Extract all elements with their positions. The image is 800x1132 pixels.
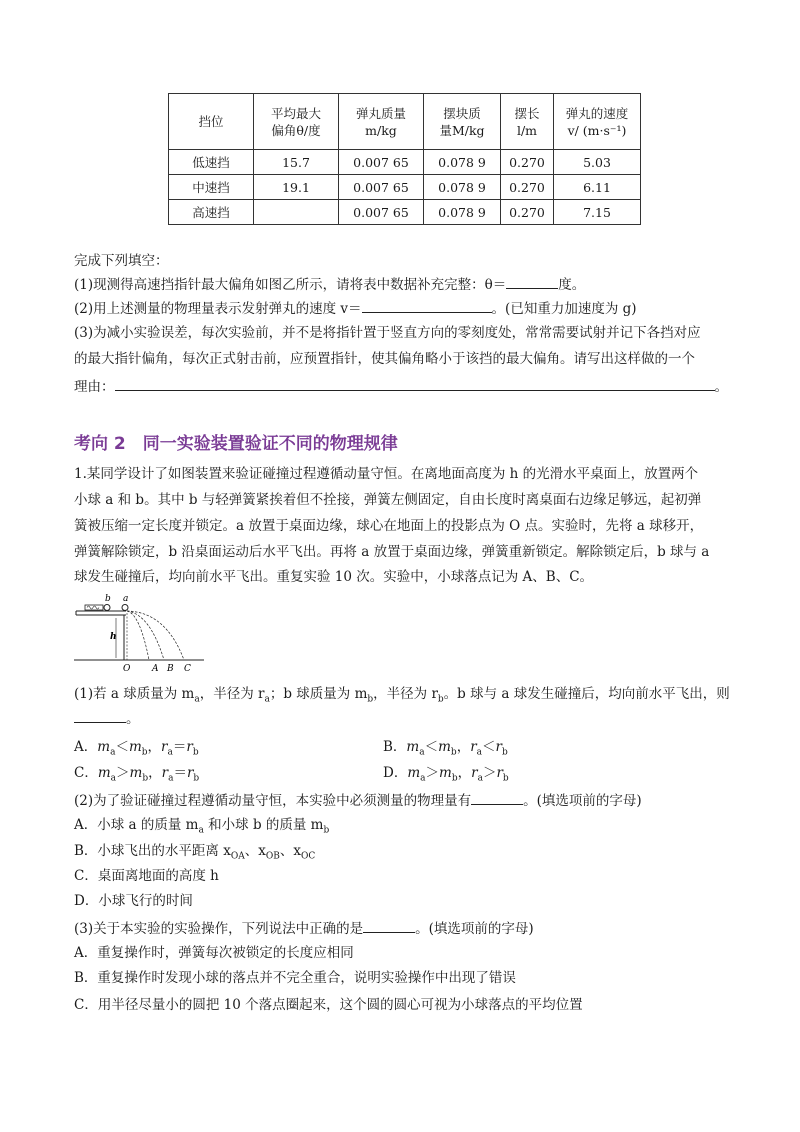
option-C[interactable]: C．$m_a>m_b$，$r_a=r_b$ xyxy=(74,765,200,784)
ball-b xyxy=(104,605,110,611)
spring xyxy=(85,605,103,610)
answer-blank[interactable] xyxy=(471,790,523,805)
cell: 0.270 xyxy=(501,200,554,225)
apparatus-diagram xyxy=(74,592,214,672)
label-h: h xyxy=(110,632,117,642)
option-2B[interactable]: B．小球飞出的水平距离 $x_{OA}$、$x_{OB}$、$x_{OC}$ xyxy=(74,843,316,862)
cell: 0.078 9 xyxy=(424,150,501,175)
cell: 6.11 xyxy=(554,175,641,200)
header-block-mass: 摆块质 量M/kg xyxy=(424,94,501,150)
section-heading: 考向 2 同一实验装置验证不同的物理规律 xyxy=(74,434,398,454)
trajectory-b xyxy=(127,611,164,660)
problem-text-line: 1.某同学设计了如图装置来验证碰撞过程遵循动量守恒。在离地面高度为 h 的光滑水平桌面上，放置两个 xyxy=(74,466,699,482)
answer-blank[interactable] xyxy=(115,376,715,391)
answer-blank[interactable] xyxy=(74,708,126,723)
sub-question-2: (2)为了验证碰撞过程遵循动量守恒，本实验中必须测量的物理量有 。(填选项前的字母) xyxy=(74,790,642,811)
cell: 中速挡 xyxy=(169,175,254,200)
option-2D[interactable]: D．小球飞行的时间 xyxy=(74,893,193,909)
cell: 19.1 xyxy=(254,175,339,200)
label-O: O xyxy=(123,664,131,672)
option-3A[interactable]: A．重复操作时，弹簧每次被锁定的长度应相同 xyxy=(74,945,354,961)
label-C: C xyxy=(184,664,191,672)
header-length: 摆长 l/m xyxy=(501,94,554,150)
header-angle: 平均最大 偏角θ/度 xyxy=(254,94,339,150)
option-B[interactable]: B．$m_a<m_b$，$r_a<r_b$ xyxy=(383,739,508,758)
table-row xyxy=(169,200,641,225)
cell-blank xyxy=(254,200,339,225)
sub-question-1: (1)若 a 球质量为 $m_a$，半径为 $r_a$；b 球质量为 $m_b$，半径为 $r_b$。b 球与 a 球发生碰撞后，均向前水平飞出，则 xyxy=(74,686,730,705)
label-A: A xyxy=(152,664,159,672)
label-a: a xyxy=(123,594,129,604)
answer-blank[interactable] xyxy=(506,274,558,289)
question-3-line1: (3)为减小实验误差，每次实验前，并不是将指针置于竖直方向的零刻度处，常常需要试射并记下各挡对应 xyxy=(74,325,701,341)
sub-question-1-answer: 。 xyxy=(74,708,140,729)
cell: 0.078 9 xyxy=(424,175,501,200)
question-1-theta: (1)现测得高速挡指针最大偏角如图乙所示，请将表中数据补充完整：θ＝ 度。 xyxy=(74,274,585,295)
cell: 0.007 65 xyxy=(339,150,424,175)
trajectory-a xyxy=(127,611,149,660)
question-3-line3: 理由： 。 xyxy=(74,376,728,397)
problem-text-line: 簧被压缩一定长度并锁定。a 放置于桌面边缘，球心在地面上的投影点为 O 点。实验时，先将 a 球移开， xyxy=(74,518,704,534)
option-3C[interactable]: C．用半径尽量小的圆把 10 个落点圈起来，这个圆的圆心可视为小球落点的平均位置 xyxy=(74,997,583,1013)
question-2-velocity: (2)用上述测量的物理量表示发射弹丸的速度 v＝ 。(已知重力加速度为 g) xyxy=(74,298,637,319)
cell: 0.078 9 xyxy=(424,200,501,225)
table-top xyxy=(76,611,126,615)
cell: 0.007 65 xyxy=(339,200,424,225)
option-A[interactable]: A．$m_a<m_b$，$r_a=r_b$ xyxy=(74,739,199,758)
cell: 7.15 xyxy=(554,200,641,225)
answer-blank[interactable] xyxy=(363,918,415,933)
trajectory-c xyxy=(127,611,184,660)
label-B: B xyxy=(167,664,174,672)
option-2A[interactable]: A．小球 a 的质量 $m_a$ 和小球 b 的质量 $m_b$ xyxy=(74,817,330,836)
question-3-line2: 的最大指针偏角，每次正式射击前，应预置指针，使其偏角略小于该挡的最大偏角。请写出这样做的一个 xyxy=(74,351,695,367)
answer-blank[interactable] xyxy=(362,298,492,313)
option-3B[interactable]: B．重复操作时发现小球的落点并不完全重合，说明实验操作中出现了错误 xyxy=(74,970,516,986)
cell: 高速挡 xyxy=(169,200,254,225)
cell: 0.270 xyxy=(501,175,554,200)
table-row xyxy=(169,175,641,200)
table-row xyxy=(169,150,641,175)
experiment-data-table xyxy=(168,93,641,225)
header-speed: 弹丸的速度 v/ (m·s⁻¹) xyxy=(554,94,641,150)
cell: 5.03 xyxy=(554,150,641,175)
option-D[interactable]: D．$m_a>m_b$，$r_a>r_b$ xyxy=(383,765,509,784)
cell: 低速挡 xyxy=(169,150,254,175)
sub-question-3: (3)关于本实验的实验操作，下列说法中正确的是 。(填选项前的字母) xyxy=(74,918,534,939)
header-bullet-mass: 弹丸质量 m/kg xyxy=(339,94,424,150)
label-b: b xyxy=(105,594,111,604)
header-gear: 挡位 xyxy=(169,94,254,150)
table-header-row xyxy=(169,94,641,150)
problem-text-line: 小球 a 和 b。其中 b 与轻弹簧紧挨着但不拴接，弹簧左侧固定，自由长度时离桌面右边缘足够远，起初弹 xyxy=(74,492,702,508)
cell: 15.7 xyxy=(254,150,339,175)
fill-intro: 完成下列填空： xyxy=(74,253,169,269)
ball-a xyxy=(122,605,128,611)
problem-text-line: 球发生碰撞后，均向前水平飞出。重复实验 10 次。实验中，小球落点记为 A、B、C。 xyxy=(74,569,594,585)
problem-text-line: 弹簧解除锁定，b 沿桌面运动后水平飞出。再将 a 放置于桌面边缘，弹簧重新锁定。解除锁定后，b 球与 a xyxy=(74,544,710,560)
option-2C[interactable]: C．桌面离地面的高度 h xyxy=(74,868,219,884)
cell: 0.007 65 xyxy=(339,175,424,200)
cell: 0.270 xyxy=(501,150,554,175)
